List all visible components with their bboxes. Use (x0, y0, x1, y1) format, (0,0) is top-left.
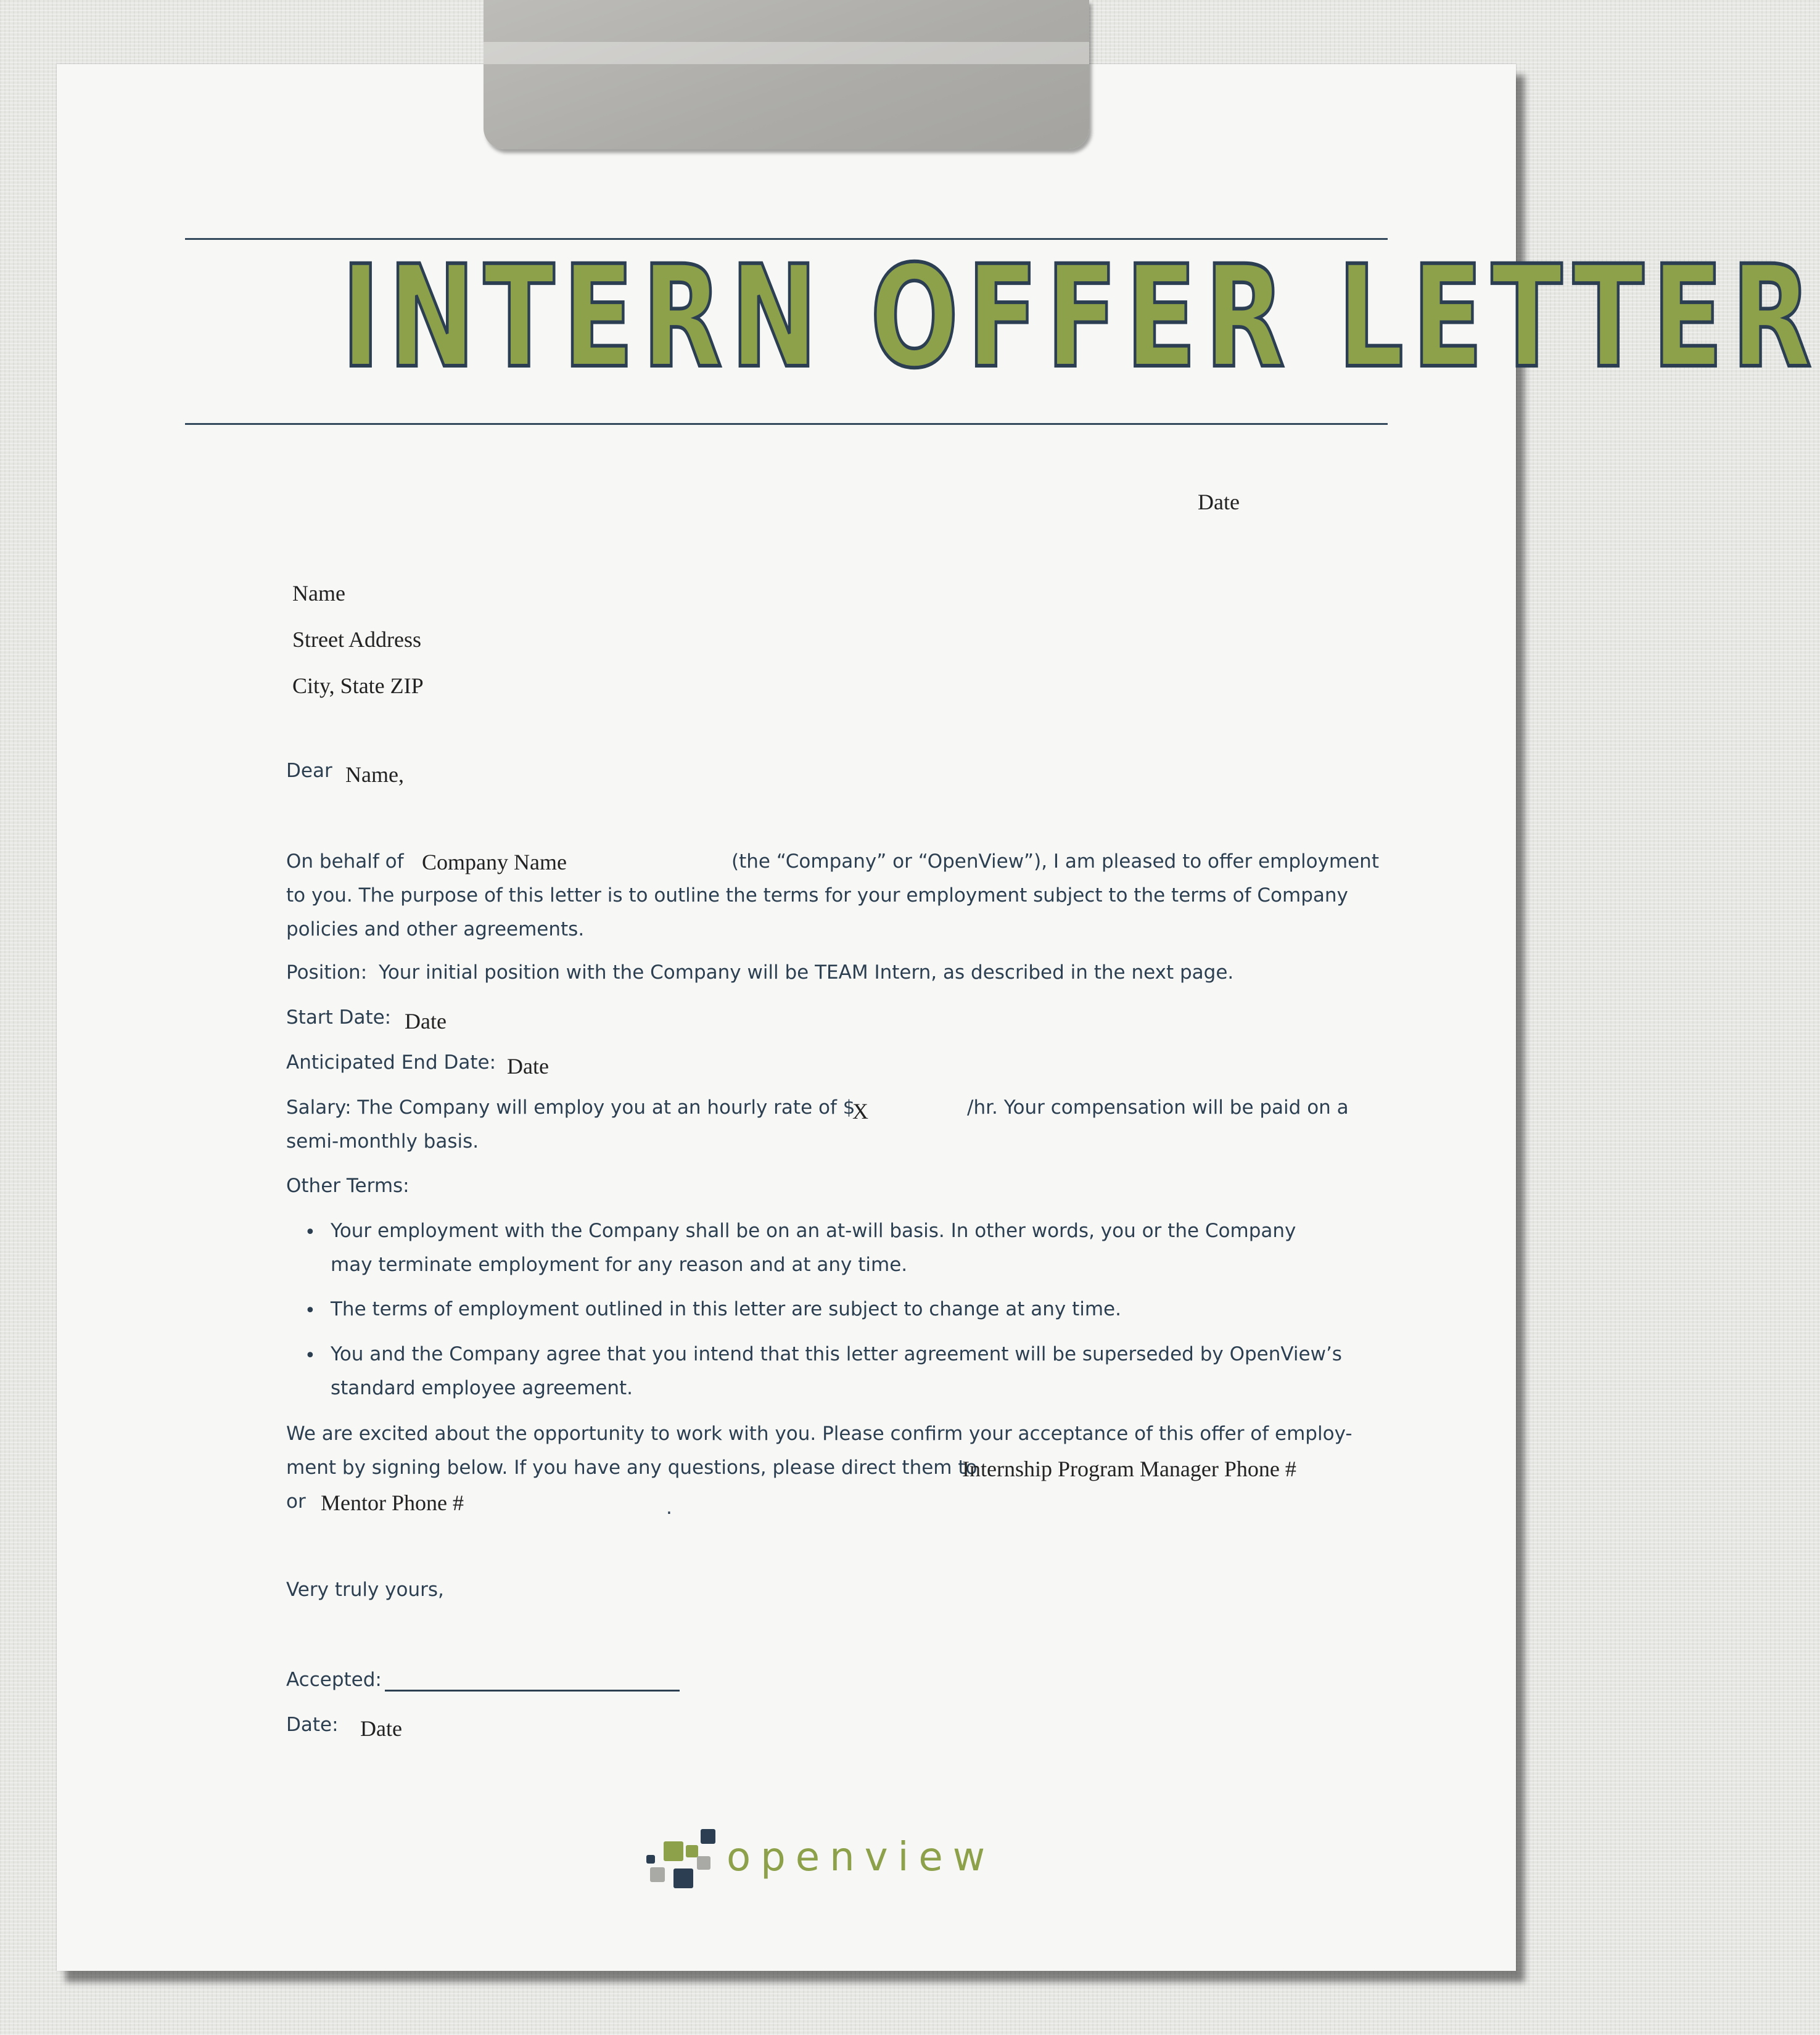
intro-line-2: to you. The purpose of this letter is to outline the terms for your employment subject to the terms of Company (286, 884, 1348, 906)
mentor-contact: Mentor Phone # (321, 1490, 464, 1515)
binder-clip (484, 0, 1089, 149)
closing-line-1: We are excited about the opportunity to work with you. Please confirm your acceptance of this offer of employ- (286, 1423, 1353, 1445)
bullet-marker: • (305, 1300, 316, 1322)
clip-highlight (484, 42, 1089, 64)
intro-prefix: On behalf of (286, 850, 404, 873)
greeting-name: Name, (345, 762, 404, 787)
closing-or: or (286, 1490, 306, 1513)
bullet-marker: • (305, 1222, 316, 1243)
intro-suffix: (the “Company” or “OpenView”), I am pleased to offer employment (731, 850, 1379, 873)
logo-square-icon (697, 1856, 710, 1870)
letter-date: Date (1198, 490, 1240, 514)
start-date-label: Start Date: (286, 1006, 392, 1029)
intro-line-3: policies and other agreements. (286, 918, 585, 940)
date-value: Date (360, 1716, 402, 1741)
logo-wordmark: openview (727, 1835, 995, 1880)
logo-square-icon (701, 1829, 715, 1844)
other-terms-label: Other Terms: (286, 1175, 410, 1197)
end-date-label: Anticipated End Date: (286, 1051, 496, 1074)
salary-suffix: /hr. Your compensation will be paid on a (967, 1096, 1349, 1119)
company-name-field: Company Name (422, 850, 567, 874)
recipient-street: Street Address (292, 627, 421, 652)
title-rule-bottom (185, 423, 1388, 425)
end-date-value: Date (507, 1054, 549, 1079)
other-terms-bullet: The terms of employment outlined in this letter are subject to change at any time. (331, 1298, 1121, 1320)
other-terms-bullet: You and the Company agree that you intend that this letter agreement will be superseded by OpenView’s standard employee agreement. (331, 1343, 1342, 1399)
recipient-city: City, State ZIP (292, 673, 424, 698)
logo-square-icon (673, 1868, 693, 1888)
closing-period: . (666, 1497, 672, 1519)
date-label: Date: (286, 1714, 339, 1736)
salary-text: Salary: The Company will employ you at an hourly rate of $ (286, 1096, 855, 1119)
recipient-name: Name (292, 581, 345, 606)
logo-square-icon (650, 1867, 665, 1882)
position-text: Your initial position with the Company will be TEAM Intern, as described in the next page. (379, 961, 1234, 984)
closing-line-2: ment by signing below. If you have any questions, please direct them to (286, 1457, 978, 1479)
bullet-marker: • (305, 1345, 316, 1367)
manager-contact: Internship Program Manager Phone # (962, 1457, 1296, 1481)
logo-square-icon (646, 1855, 655, 1864)
start-date-value: Date (405, 1009, 447, 1034)
position-label: Position: (286, 961, 368, 984)
salary-rate-value: X (852, 1099, 868, 1124)
other-terms-bullet: Your employment with the Company shall be on an at-will basis. In other words, you or the Company may terminate employment for any reason and at any time. (331, 1220, 1296, 1276)
greeting-prefix: Dear (286, 760, 332, 782)
logo-square-icon (664, 1841, 683, 1861)
page-title: INTERN OFFER LETTER (341, 235, 1820, 399)
signoff: Very truly yours, (286, 1579, 444, 1601)
salary-line-2: semi-monthly basis. (286, 1130, 479, 1153)
logo-square-icon (686, 1845, 698, 1857)
signature-line (385, 1690, 680, 1692)
accepted-label: Accepted: (286, 1669, 382, 1691)
